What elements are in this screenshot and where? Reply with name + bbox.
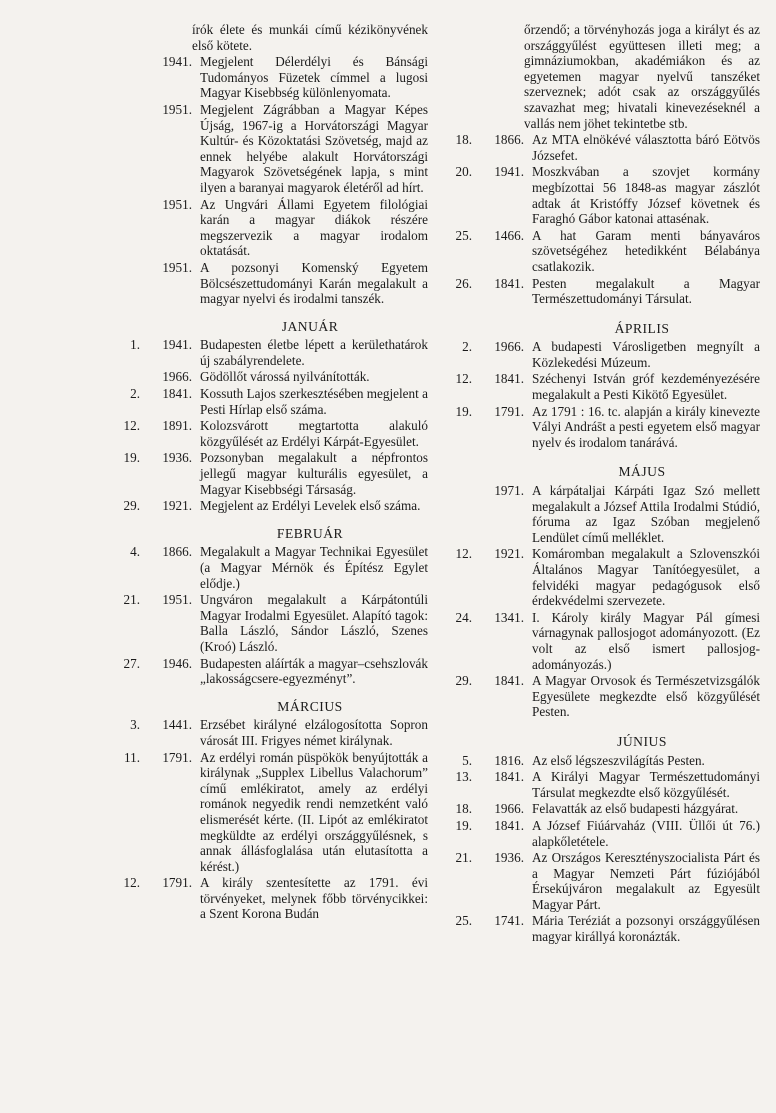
entry-row: [440, 228, 760, 275]
entry-year: 1966.: [162, 369, 192, 385]
entry-row: [108, 54, 428, 101]
entry-row: [440, 850, 760, 912]
entry-year: 1841.: [494, 673, 524, 689]
entry-day: [108, 197, 140, 259]
entry-text: Budapesten életbe lépett a kerülethatárok új szabályrendelete.: [200, 337, 428, 368]
entry-row: [440, 164, 760, 226]
entry-text: A király szentesítette az 1791. évi törvényeket, melynek főbb törvénycikkei: a Szent Korona Budán: [200, 875, 428, 922]
entry-year: 1891.: [162, 418, 192, 434]
entry-year: 1866.: [162, 544, 192, 560]
entry-day: 26.: [455, 275, 472, 291]
entry-day: 19.: [455, 403, 472, 419]
month-heading: MÁJUS: [618, 464, 666, 480]
entry-day: 2.: [462, 339, 472, 355]
entry-day: 25.: [455, 227, 472, 243]
entry-day: 2.: [130, 386, 140, 402]
entry-row: [440, 546, 760, 608]
entry-row: [108, 717, 428, 748]
entry-day: 5.: [462, 752, 472, 768]
month-heading: MÁRCIUS: [277, 698, 343, 714]
entry-row: [440, 339, 760, 370]
entry-row: [440, 673, 760, 720]
entry-text: Erzsébet királyné elzálogosította Sopron városát III. Frigyes német királynak.: [200, 717, 428, 748]
entry-year: 1466.: [494, 227, 524, 243]
entry-day: 19.: [455, 817, 472, 833]
entry-year: 1921.: [494, 546, 524, 562]
entry-year: 1841.: [494, 371, 524, 387]
entry-day: 11.: [124, 749, 140, 765]
entry-text: Gödöllőt várossá nyilvánították.: [200, 369, 370, 385]
entry-text: A kárpátaljai Kárpáti Igaz Szó mellett megalakult a József Attila Irodalmi Stúdió, fóruma az Igaz Szóban megjelenő Lendület című melléklet.: [532, 483, 760, 545]
entry-row: [108, 102, 428, 196]
entry-day: 1.: [130, 337, 140, 353]
entry-year: 1791.: [162, 875, 192, 891]
entry-text: Kossuth Lajos szerkesztésében megjelent a Pesti Hírlap első száma.: [200, 386, 428, 417]
entry-text: Megjelent Délerdélyi és Bánsági Tudományos Füzetek címmel a lugosi Magyar Kisebbség különlenyomata.: [200, 54, 428, 101]
entry-text: A hat Garam menti bányaváros szövetségéhez hetedikként Bélabánya csatlakozik.: [532, 227, 760, 274]
entry-row: [108, 544, 428, 591]
entry-text: Az Országos Keresztényszocialista Párt és a Magyar Nemzeti Párt fúziójából Érsekújváron megalakult az Egyesült Magyar Párt.: [532, 850, 760, 912]
entry-text: A Magyar Orvosok és Természetvizsgálók Egyesülete megkezdte első közgyűlését Pesten.: [532, 673, 760, 720]
entry-text: Széchenyi István gróf kezdeményezésére megalakult a Pesti Kikötő Egyesület.: [532, 371, 760, 403]
entry-day: 4.: [130, 544, 140, 560]
entry-row: [108, 875, 428, 922]
entry-year: 1946.: [162, 655, 192, 671]
entry-year: 1866.: [494, 132, 524, 148]
entry-row: [108, 498, 428, 514]
entry-row: [440, 753, 760, 769]
entry-year: 1936.: [494, 850, 524, 866]
entry-day: 18.: [455, 132, 472, 148]
entry-year: 1816.: [494, 752, 524, 768]
entry-day: 13.: [455, 769, 472, 785]
entry-year: 1941.: [162, 54, 192, 70]
entry-day: [108, 260, 140, 307]
entry-day: 3.: [130, 717, 140, 733]
entry-row: [440, 132, 760, 163]
entry-day: 27.: [123, 655, 140, 671]
entry-row: [440, 769, 760, 800]
month-heading: JÚNIUS: [617, 733, 667, 749]
entry-year: 1951.: [162, 592, 192, 608]
entry-text: Moszkvában a szovjet kormány megbízottai 56 1848-as magyar zászlót adtak át Kristóffy József követnek és Faraghó Gábor katonai attasénak.: [532, 164, 760, 227]
entry-text: Az MTA elnökévé választotta báró Eötvös Józsefet.: [532, 132, 760, 163]
entry-year: 1951.: [162, 101, 192, 117]
entry-row: [108, 369, 428, 385]
entry-row: [108, 337, 428, 368]
entry-row: [108, 450, 428, 497]
month-heading: ÁPRILIS: [614, 320, 670, 336]
month-heading: JANUÁR: [281, 318, 339, 334]
entry-row: [440, 801, 760, 817]
entry-year: 1951.: [162, 196, 192, 212]
entry-text: A József Fiúárvaház (VIII. Üllői út 76.) alapkőletétele.: [532, 817, 760, 849]
entry-day: 21.: [455, 850, 472, 866]
entry-row: [440, 818, 760, 849]
left-column: [108, 22, 428, 923]
entry-day: 24.: [455, 609, 472, 625]
entry-year: 1441.: [162, 717, 192, 733]
entry-row: [108, 656, 428, 687]
right-column: [440, 22, 760, 946]
entry-row: [440, 913, 760, 944]
entry-text: A pozsonyi Komenský Egyetem Bölcsészettudományi Karán megalakult a magyar nyelvi és irodalmi tanszék.: [200, 259, 428, 307]
entry-row: [108, 197, 428, 259]
entry-row: [440, 404, 760, 451]
entry-year: 1921.: [162, 498, 192, 514]
entry-day: 12.: [123, 875, 140, 891]
entry-day: 12.: [455, 546, 472, 562]
entry-year: 1841.: [494, 275, 524, 291]
entry-day: 19.: [123, 450, 140, 466]
entry-year: 1341.: [494, 609, 524, 625]
entry-row: [108, 418, 428, 449]
entry-row: [108, 592, 428, 654]
entry-year: 1941.: [494, 164, 524, 180]
entry-text: Megalakult a Magyar Technikai Egyesület (a Magyar Mérnök és Építész Egylet elődje.): [200, 544, 428, 591]
entry-year: 1741.: [494, 913, 524, 929]
continued-text: írók élete és munkái című kézikönyvének első kötete.: [192, 22, 428, 53]
entry-text: Felavatták az első budapesti házgyárat.: [532, 801, 739, 817]
entry-text: A budapesti Városligetben megnyílt a Közlekedési Múzeum.: [532, 339, 760, 370]
entry-year: 1951.: [162, 259, 192, 275]
entry-day: 12.: [123, 418, 140, 434]
entry-row: [440, 610, 760, 672]
entry-day: [108, 369, 140, 385]
entry-text: Budapesten aláírták a magyar–csehszlovák „lakosságcsere-egyezményt”.: [200, 655, 428, 687]
entry-text: Megjelent Zágrábban a Magyar Képes Újság, 1967-ig a Horvátországi Magyar Kultúr- és Közoktatási Szövetség, majd az ennek helyébe alakult Horvátországi Magyarok Szövetségének lapja, s mint ilyen a baranyai magyarok életéről ad hírt.: [200, 101, 428, 195]
entry-text: I. Károly király Magyar Pál gímesi várnagynak pallosjogot adományozott. (Ez volt az első ismert pallosjog-adományozás.): [532, 609, 760, 672]
entry-day: 21.: [123, 592, 140, 608]
entry-text: Ungváron megalakult a Kárpátontúli Magyar Irodalmi Egyesület. Alapító tagok: Balla László, Sándor László, Szenes (Kroó) László.: [200, 592, 428, 654]
entry-year: 1966.: [494, 339, 524, 355]
entry-year: 1791.: [494, 403, 524, 419]
entry-row: [108, 260, 428, 307]
entry-text: Kolozsvárott megtartotta alakuló közgyűlését az Erdélyi Kárpát-Egyesület.: [200, 418, 428, 449]
entry-text: Komáromban megalakult a Szlovenszkói Általános Magyar Tanítóegyesület, a felvidéki magyar pedagógusok első érdekvédelmi szervezete.: [532, 546, 760, 609]
continued-text: őrzendő; a törvényhozás joga a királyt és az országgyűlést együttesen illeti meg; a gimnáziumokban, akadémiákon és az egyetemen magyar nyelvű tanszéket szerveznek; adót csak az országgyűlés szavazhat meg; hivatali kinevezéseknél a vallás nem jöhet tekintetbe stb.: [524, 22, 760, 131]
entry-text: A Királyi Magyar Természettudományi Társulat megkezdte első közgyűlését.: [532, 769, 760, 800]
entry-row: [440, 276, 760, 307]
entry-year: 1841.: [162, 386, 192, 402]
month-heading: FEBRUÁR: [276, 525, 344, 541]
entry-row: [440, 483, 760, 545]
entry-day: 12.: [455, 371, 472, 387]
entry-text: Megjelent az Erdélyi Levelek első száma.: [200, 498, 421, 514]
entry-text: Az erdélyi román püspökök benyújtották a királynak „Supplex Libellus Valachorum” című emlékiratot, amely az erdélyi románok negyedik rendi nemzetként való elismerését kérte. (II. Lipót az emlékiratot megküldte az erdélyi országgyűlésnek, s annak állásfoglalása után elutasította a kérést.): [200, 749, 428, 874]
entry-text: Pozsonyban megalakult a népfrontos jellegű magyar kulturális egyesület, a Magyar Kisebbségi Társaság.: [200, 450, 428, 497]
entry-day: 20.: [455, 164, 472, 180]
entry-day: 29.: [455, 673, 472, 689]
entry-year: 1971.: [494, 483, 524, 499]
entry-year: 1841.: [494, 817, 524, 833]
entry-year: 1841.: [494, 769, 524, 785]
entry-year: 1966.: [494, 801, 524, 817]
entry-row: [108, 750, 428, 875]
entry-day: [108, 54, 140, 101]
entry-text: Az Ungvári Állami Egyetem filológiai karán a magyar diákok részére megszervezik a magyar irodalom oktatását.: [200, 196, 428, 259]
entry-year: 1791.: [162, 749, 192, 765]
entry-text: Az 1791 : 16. tc. alapján a király kinevezte Vályi András̄t a pesti egyetem első magyar nyelv és irodalom tanárává.: [532, 403, 760, 450]
entry-text: Mária Teréziát a pozsonyi országgyűlésen magyar királlyá koronázták.: [532, 913, 760, 945]
entry-row: [108, 386, 428, 417]
entry-text: Pesten megalakult a Magyar Természettudományi Társulat.: [532, 275, 760, 307]
entry-day: 25.: [455, 913, 472, 929]
entry-day: [440, 483, 472, 545]
entry-day: 29.: [123, 498, 140, 514]
entry-text: Az első légszeszvilágítás Pesten.: [532, 752, 705, 768]
entry-year: 1941.: [162, 337, 192, 353]
entry-day: [108, 102, 140, 196]
entry-year: 1936.: [162, 450, 192, 466]
entry-day: 18.: [455, 801, 472, 817]
entry-row: [440, 371, 760, 402]
